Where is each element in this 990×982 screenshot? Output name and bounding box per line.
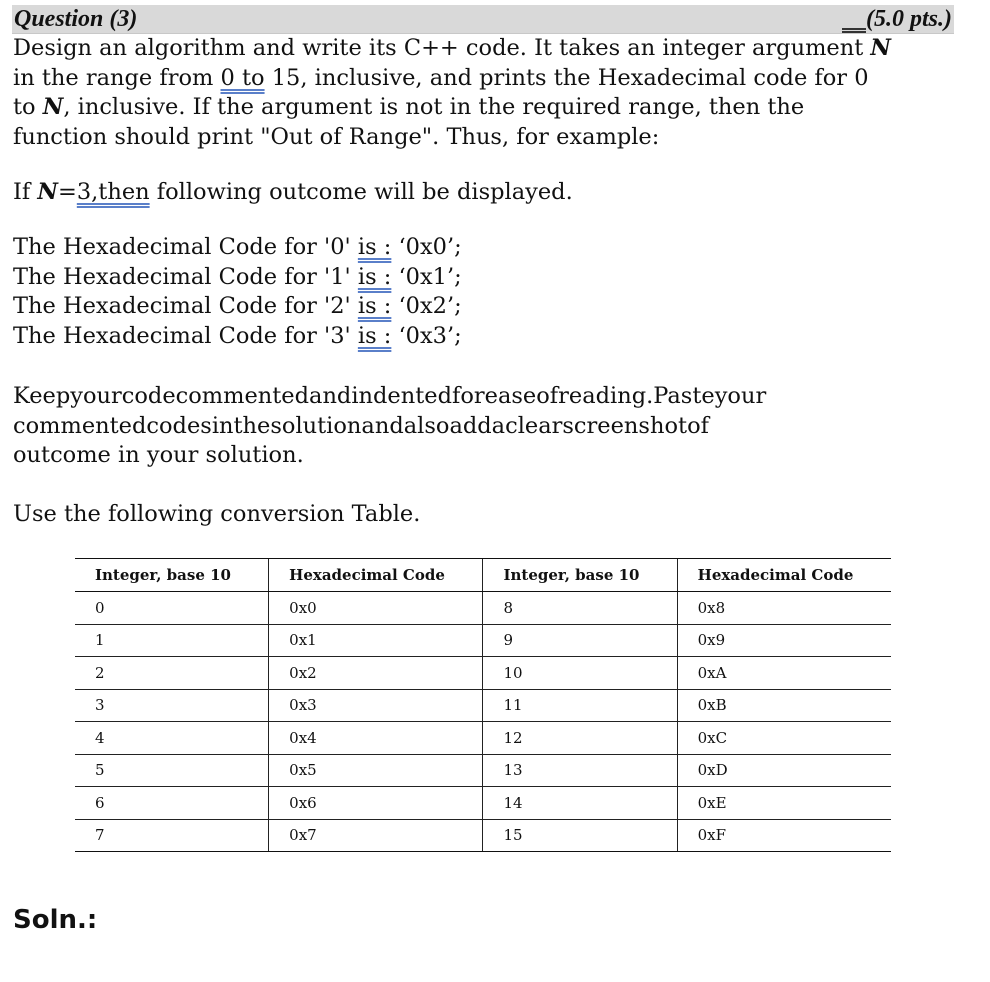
table-row	[75, 657, 891, 690]
table-cell: 0x0	[269, 592, 483, 625]
word: commented	[13, 412, 147, 439]
table-cell: 12	[483, 722, 677, 755]
example-output	[13, 233, 462, 351]
word: indented	[351, 383, 453, 409]
table-cell: 14	[483, 787, 677, 820]
keep-line-1	[13, 382, 955, 412]
use-table-line: Use the following conversion Table.	[13, 501, 421, 527]
table-row	[75, 722, 891, 755]
table-header-row	[75, 559, 891, 592]
table-cell: 0xE	[677, 787, 891, 820]
table-cell: 8	[483, 592, 677, 625]
table-cell: 9	[483, 624, 677, 657]
word: in	[211, 412, 234, 439]
word: of	[687, 412, 709, 439]
solution-label: Soln.:	[13, 905, 98, 935]
table-cell: 0x1	[269, 624, 483, 657]
intro-line-2: in the range from 0 to 15, inclusive, and prints the Hexadecimal code for 0	[13, 64, 869, 91]
conversion-table	[75, 558, 891, 852]
table-cell: 0x3	[269, 689, 483, 722]
column-header: Integer, base 10	[75, 559, 269, 592]
word: of	[536, 383, 559, 409]
output-line: The Hexadecimal Code for '0' is : ‘0x0’;	[13, 234, 462, 260]
keep-line-3: outcome in your solution.	[13, 442, 304, 469]
word: your	[70, 383, 122, 409]
word: screen	[562, 412, 639, 439]
word: Keep	[13, 383, 71, 409]
word: your	[714, 383, 767, 409]
word: and	[309, 383, 352, 409]
column-header: Integer, base 10	[483, 559, 677, 592]
word: a	[491, 412, 506, 439]
table-cell: 0x9	[677, 624, 891, 657]
table-cell: 0	[75, 592, 269, 625]
table-cell: 0xF	[677, 819, 891, 852]
table-cell: 0x8	[677, 592, 891, 625]
table-cell: 0x4	[269, 722, 483, 755]
table-row	[75, 624, 891, 657]
word: code	[121, 383, 176, 409]
keep-line-2	[13, 412, 955, 442]
question-title: Question (3)	[14, 6, 138, 32]
table-cell: 0x6	[269, 787, 483, 820]
table-cell: 0xB	[677, 689, 891, 722]
table-cell: 4	[75, 722, 269, 755]
table-cell: 0x7	[269, 819, 483, 852]
word: add	[449, 412, 492, 439]
column-header: Hexadecimal Code	[677, 559, 891, 592]
word: clear	[505, 412, 563, 439]
instructions-paragraph	[13, 382, 955, 471]
word: reading.	[558, 383, 654, 409]
word: solution	[270, 412, 362, 439]
table-row	[75, 689, 891, 722]
table-cell: 3	[75, 689, 269, 722]
word: ease	[484, 383, 537, 409]
output-line: The Hexadecimal Code for '2' is : ‘0x2’;	[13, 293, 462, 320]
table-row	[75, 787, 891, 820]
word: for	[452, 383, 485, 409]
word: commented	[175, 383, 310, 409]
word: Paste	[653, 383, 715, 409]
table-cell: 0xD	[677, 754, 891, 787]
example-line: If N=3,then following outcome will be displayed.	[13, 179, 573, 205]
table-cell: 15	[483, 819, 677, 852]
question-points: (5.0 pts.)	[866, 6, 952, 32]
intro-line-3: to N, inclusive. If the argument is not in the required range, then the	[13, 94, 805, 121]
output-line: The Hexadecimal Code for '3' is : ‘0x3’;	[13, 322, 462, 349]
range-link: 0 to	[220, 64, 265, 91]
table-cell: 7	[75, 819, 269, 852]
table-cell: 6	[75, 787, 269, 820]
table-cell: 10	[483, 657, 677, 690]
table-cell: 5	[75, 754, 269, 787]
table-row	[75, 819, 891, 852]
word: codes	[146, 412, 212, 439]
table-row	[75, 754, 891, 787]
table-cell: 0xC	[677, 722, 891, 755]
table-cell: 13	[483, 754, 677, 787]
table-cell: 11	[483, 689, 677, 722]
question-header	[12, 5, 954, 34]
table-cell: 0x5	[269, 754, 483, 787]
table-cell: 0x2	[269, 657, 483, 690]
word: the	[233, 412, 271, 439]
word: also	[403, 412, 450, 439]
output-line: The Hexadecimal Code for '1' is : ‘0x1’;	[13, 263, 462, 290]
word: shot	[638, 412, 688, 439]
table-cell: 0xA	[677, 657, 891, 690]
intro-line-1: Design an algorithm and write its C++ code. It takes an integer argument N	[13, 35, 891, 61]
table-row	[75, 592, 891, 625]
intro-paragraph	[13, 34, 955, 152]
column-header: Hexadecimal Code	[269, 559, 483, 592]
table-cell: 1	[75, 624, 269, 657]
word: and	[361, 412, 404, 439]
intro-line-4: function should print "Out of Range". Thus, for example:	[13, 123, 660, 150]
table-cell: 2	[75, 657, 269, 690]
